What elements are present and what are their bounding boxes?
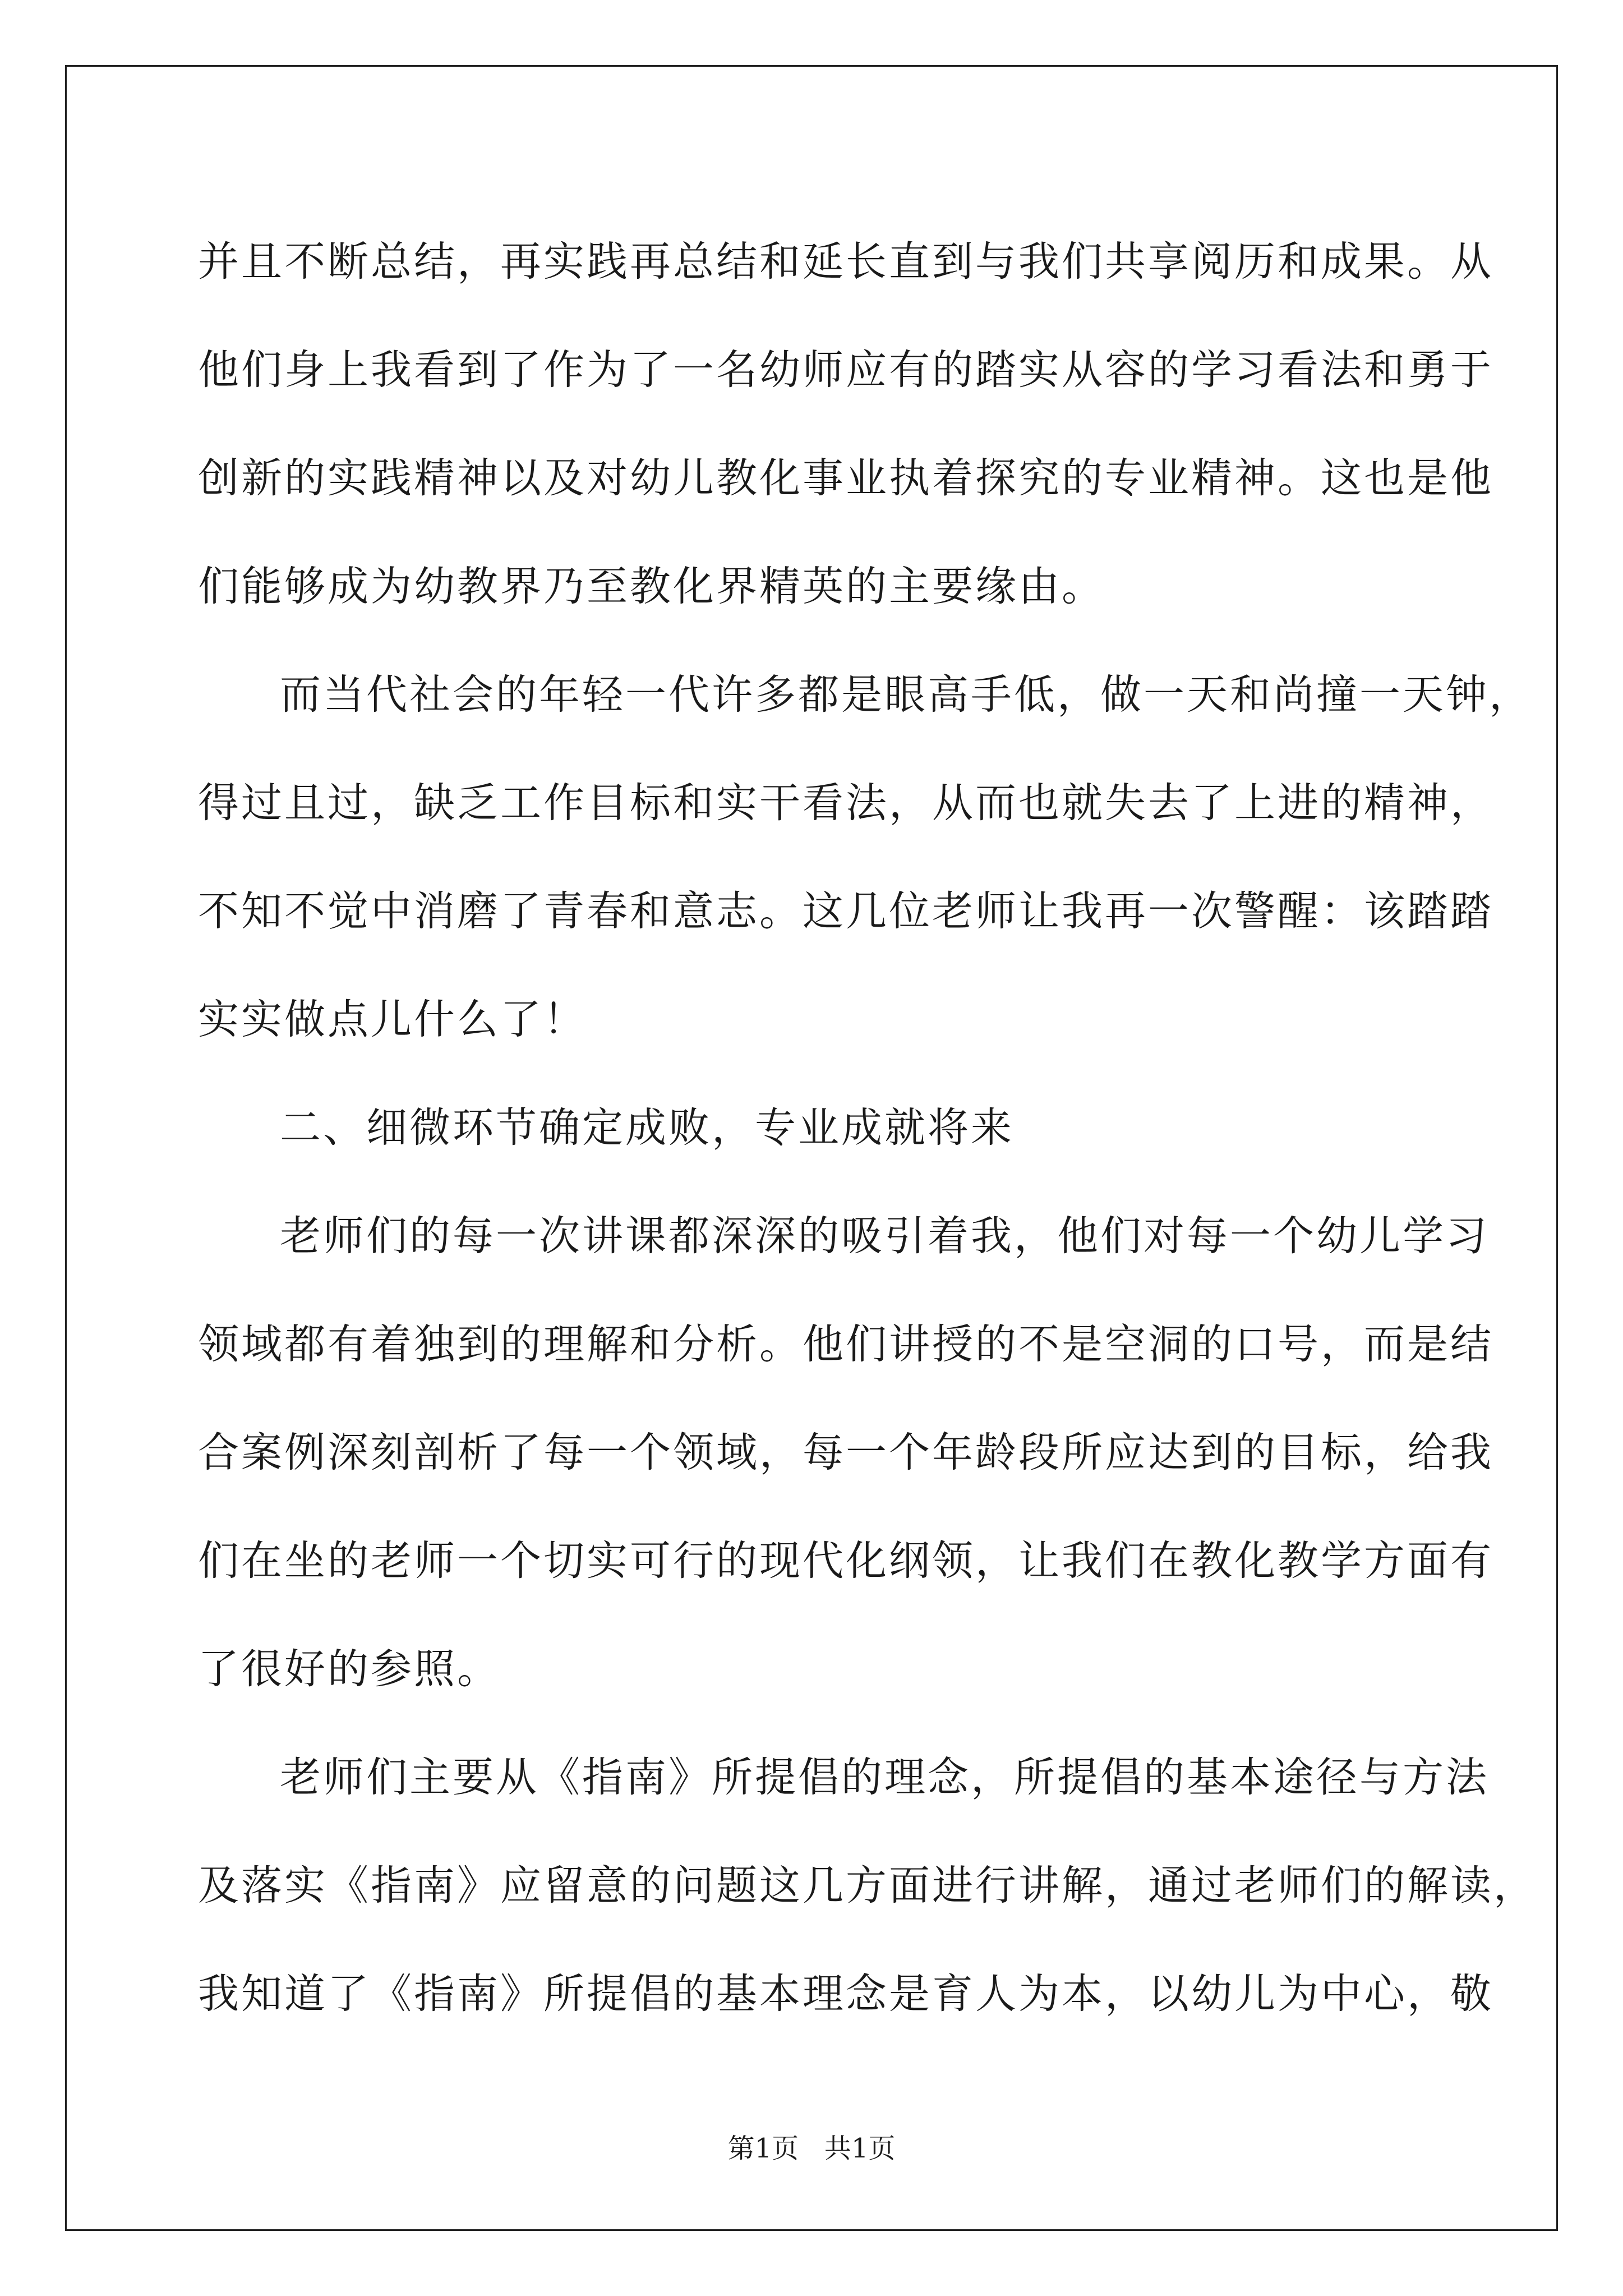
text-line: 他们身上我看到了作为了一名幼师应有的踏实从容的学习看法和勇于: [198, 346, 1493, 394]
text-line: 并且不断总结，再实践再总结和延长直到与我们共享阅历和成果。从: [198, 238, 1493, 286]
document-body: [198, 208, 1537, 2048]
text-line: 们在坐的老师一个切实可行的现代化纲领，让我们在教化教学方面有: [198, 1537, 1493, 1585]
text-line: 合案例深刻剖析了每一个领域，每一个年龄段所应达到的目标，给我: [198, 1429, 1493, 1476]
text-line: 了很好的参照。: [198, 1645, 500, 1693]
text-line: 领域都有着独到的理解和分析。他们讲授的不是空洞的口号，而是结: [198, 1320, 1493, 1368]
text-line: 老师们主要从《指南》所提倡的理念，所提倡的基本途径与方法: [280, 1754, 1489, 1801]
text-line: 不知不觉中消磨了青春和意志。这几位老师让我再一次警醒：该踏踏: [198, 887, 1493, 935]
text-line: 而当代社会的年轻一代许多都是眼高手低，做一天和尚撞一天钟，: [280, 671, 1532, 719]
page-footer: 第1页 共1页: [727, 2133, 896, 2164]
text-line: 及落实《指南》应留意的问题这几方面进行讲解，通过老师们的解读，: [198, 1862, 1537, 1910]
text-line: 我知道了《指南》所提倡的基本理念是育人为本，以幼儿为中心，敬: [198, 1970, 1493, 2018]
text-line: 二、细微环节确定成败，专业成就将来: [280, 1104, 1014, 1152]
text-line: 实实做点儿什么了！: [198, 996, 587, 1043]
text-line: 们能够成为幼教界乃至教化界精英的主要缘由。: [198, 563, 1105, 610]
text-line: 创新的实践精神以及对幼儿教化事业执着探究的专业精神。这也是他: [198, 454, 1493, 502]
text-line: 老师们的每一次讲课都深深的吸引着我，他们对每一个幼儿学习: [280, 1212, 1489, 1260]
text-line: 得过且过，缺乏工作目标和实干看法，从而也就失去了上进的精神，: [198, 779, 1493, 827]
